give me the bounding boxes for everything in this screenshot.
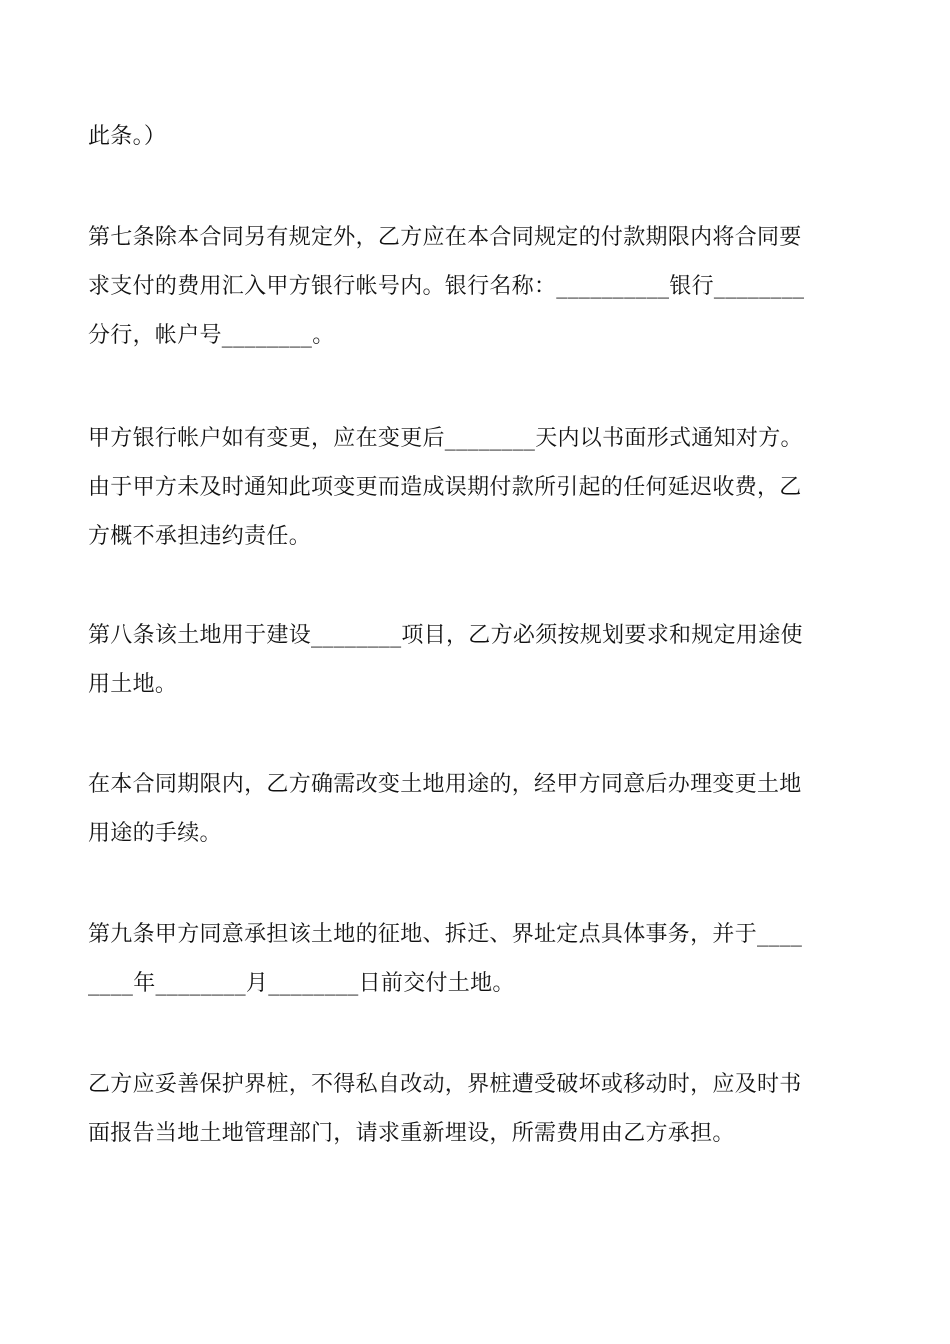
paragraph-3-line-3: 方概不承担违约责任。: [88, 524, 312, 549]
paragraph-6-line-1: 第九条甲方同意承担该土地的征地、拆迁、界址定点具体事务，并于____: [88, 922, 803, 947]
paragraph-7-line-2: 面报告当地土地管理部门，请求重新埋设，所需费用由乙方承担。: [88, 1121, 735, 1146]
paragraph-5-line-2: 用途的手续。: [88, 821, 222, 846]
paragraph-1-line-1: 此条。）: [88, 124, 167, 149]
paragraph-7-line-1: 乙方应妥善保护界桩，不得私自改动，界桩遭受破坏或移动时，应及时书: [88, 1072, 802, 1097]
paragraph-2-line-3: 分行，帐户号________。: [88, 323, 335, 348]
paragraph-5-line-1: 在本合同期限内，乙方确需改变土地用途的，经甲方同意后办理变更土地: [88, 772, 802, 797]
paragraph-6-line-2: ____年________月________日前交付土地。: [88, 971, 515, 996]
paragraph-3-line-2: 由于甲方未及时通知此项变更而造成误期付款所引起的任何延迟收费，乙: [88, 475, 802, 500]
paragraph-2-line-1: 第七条除本合同另有规定外，乙方应在本合同规定的付款期限内将合同要: [88, 225, 802, 250]
paragraph-2-line-2: 求支付的费用汇入甲方银行帐号内。银行名称：__________银行________: [88, 274, 805, 299]
paragraph-4-line-2: 用土地。: [88, 672, 178, 697]
paragraph-4-line-1: 第八条该土地用于建设________项目，乙方必须按规划要求和规定用途使: [88, 623, 803, 648]
paragraph-3-line-1: 甲方银行帐户如有变更，应在变更后________天内以书面形式通知对方。: [88, 426, 803, 451]
